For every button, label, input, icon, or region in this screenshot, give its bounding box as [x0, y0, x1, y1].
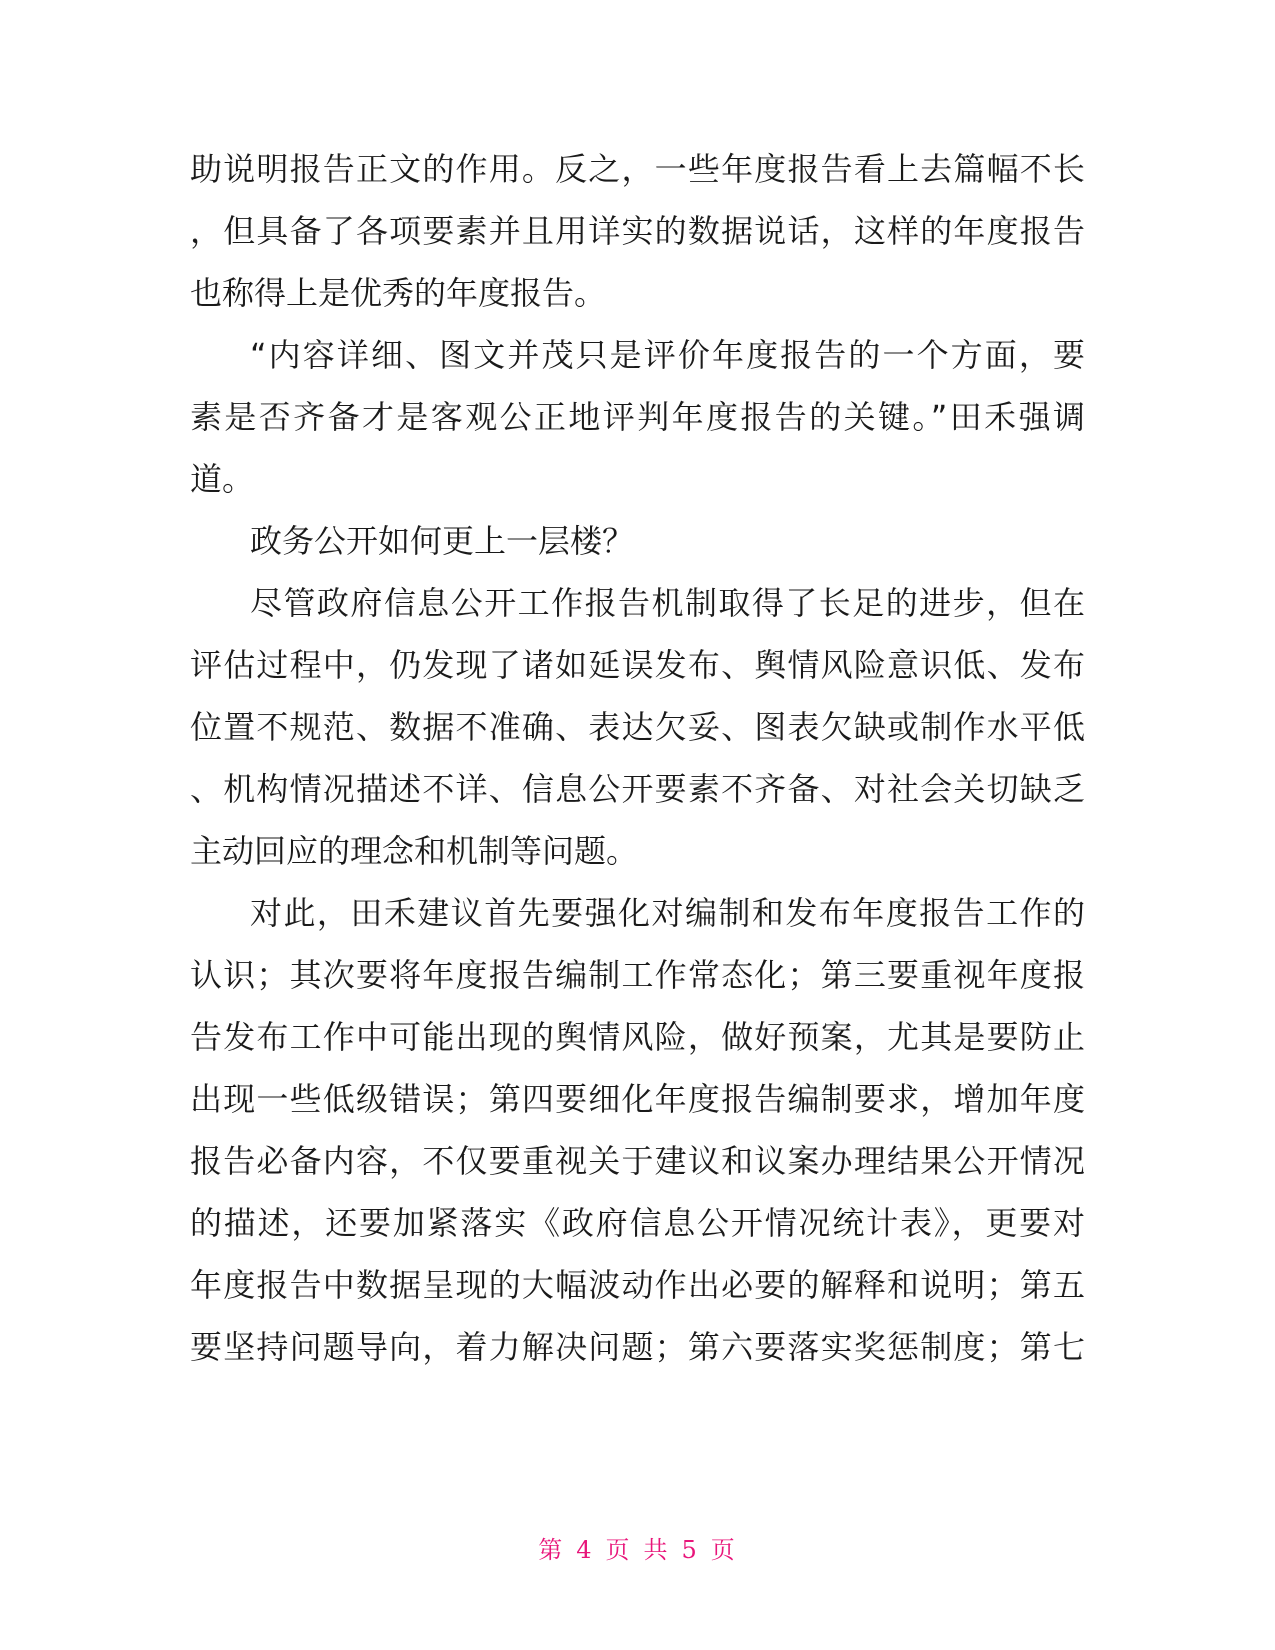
body-line-15: 告发布工作中可能出现的舆情风险，做好预案，尤其是要防止 — [190, 1018, 1085, 1056]
body-line-1: 助说明报告正文的作用。反之，一些年度报告看上去篇幅不长 — [190, 150, 1085, 188]
document-body — [190, 138, 1085, 1378]
body-line-11: 、机构情况描述不详、信息公开要素不齐备、对社会关切缺乏 — [190, 770, 1085, 808]
body-line-10: 位置不规范、数据不准确、表达欠妥、图表欠缺或制作水平低 — [190, 708, 1085, 746]
body-line-13: 对此，田禾建议首先要强化对编制和发布年度报告工作的 — [250, 894, 1085, 932]
footer-page-label: 页 — [605, 1536, 632, 1564]
body-line-17: 报告必备内容，不仅要重视关于建议和议案办理结果公开情况 — [190, 1142, 1085, 1180]
footer-suffix: 页 — [710, 1536, 737, 1564]
body-line-12: 主动回应的理念和机制等问题。 — [190, 832, 639, 870]
section-heading: 政务公开如何更上一层楼？ — [250, 522, 635, 560]
body-line-3: 也称得上是优秀的年度报告。 — [190, 274, 607, 312]
body-line-18: 的描述，还要加紧落实《政府信息公开情况统计表》，更要对 — [190, 1204, 1085, 1242]
page-footer — [0, 1530, 1275, 1565]
body-line-8: 尽管政府信息公开工作报告机制取得了长足的进步，但在 — [250, 584, 1085, 622]
footer-page-number: 4 — [576, 1536, 594, 1564]
body-line-9: 评估过程中，仍发现了诸如延误发布、舆情风险意识低、发布 — [190, 646, 1085, 684]
body-line-2: ，但具备了各项要素并且用详实的数据说话，这样的年度报告 — [190, 212, 1085, 250]
body-line-14: 认识；其次要将年度报告编制工作常态化；第三要重视年度报 — [190, 956, 1085, 994]
body-line-6: 道。 — [190, 460, 255, 498]
footer-total-label: 共 — [643, 1536, 670, 1564]
body-line-20: 要坚持问题导向，着力解决问题；第六要落实奖惩制度；第七 — [190, 1328, 1085, 1366]
body-line-5: 素是否齐备才是客观公正地评判年度报告的关键。”田禾强调 — [190, 398, 1085, 436]
footer-total-pages: 5 — [681, 1536, 699, 1564]
footer-prefix: 第 — [538, 1536, 565, 1564]
body-line-16: 出现一些低级错误；第四要细化年度报告编制要求，增加年度 — [190, 1080, 1085, 1118]
body-line-4: “内容详细、图文并茂只是评价年度报告的一个方面，要 — [250, 336, 1085, 374]
body-line-19: 年度报告中数据呈现的大幅波动作出必要的解释和说明；第五 — [190, 1266, 1085, 1304]
